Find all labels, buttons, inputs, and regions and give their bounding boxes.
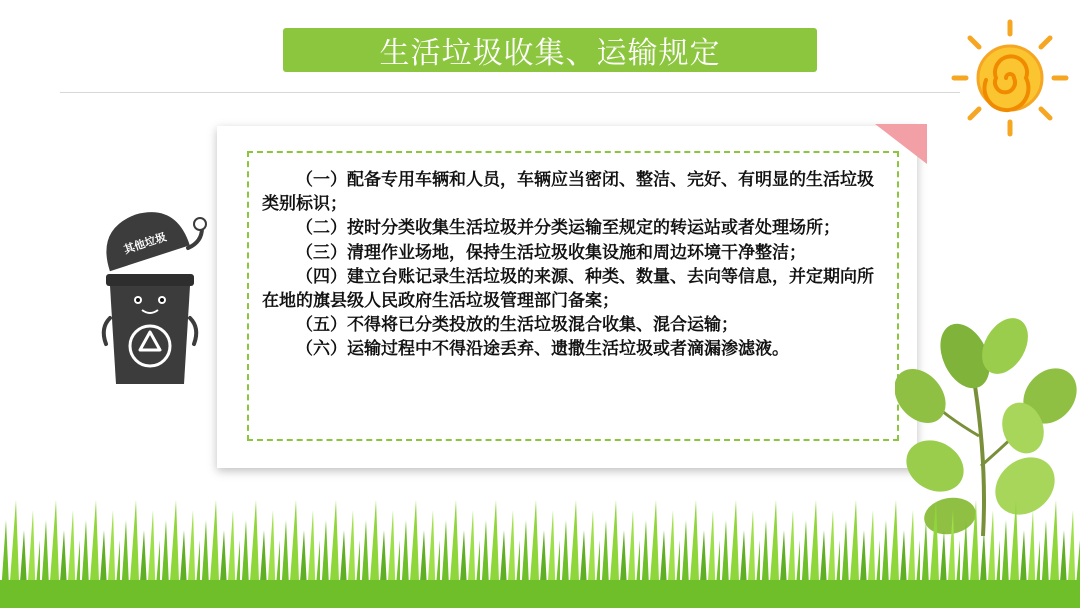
grass-icon: [0, 490, 1080, 608]
regulation-item-1: （一）配备专用车辆和人员，车辆应当密闭、整洁、完好、有明显的生活垃圾类别标识；: [262, 170, 874, 215]
regulation-item-5: （五）不得将已分类投放的生活垃圾混合收集、混合运输；: [296, 315, 738, 336]
regulation-item-3: （三）清理作业场地，保持生活垃圾收集设施和周边环境干净整洁；: [296, 242, 806, 263]
regulation-item-4: （四）建立台账记录生活垃圾的来源、种类、数量、去向等信息，并定期向所在地的旗县级人民政府生活垃圾管理部门备案；: [262, 266, 874, 312]
page-title: 生活垃圾收集、运输规定: [379, 36, 721, 71]
bin-label: 其他垃圾: [122, 230, 168, 257]
sun-icon: [950, 18, 1070, 138]
regulation-item-6: （六）运输过程中不得沿途丢弃、遗撒生活垃圾或者滴漏渗滤液。: [296, 339, 789, 360]
trash-bin-icon: [96, 208, 216, 393]
header-divider: [60, 92, 960, 93]
regulation-item-2: （二）按时分类收集生活垃圾并分类运输至规定的转运站或者处理场所；: [296, 218, 840, 239]
title-banner: [283, 28, 817, 72]
regulation-list: [262, 168, 888, 362]
